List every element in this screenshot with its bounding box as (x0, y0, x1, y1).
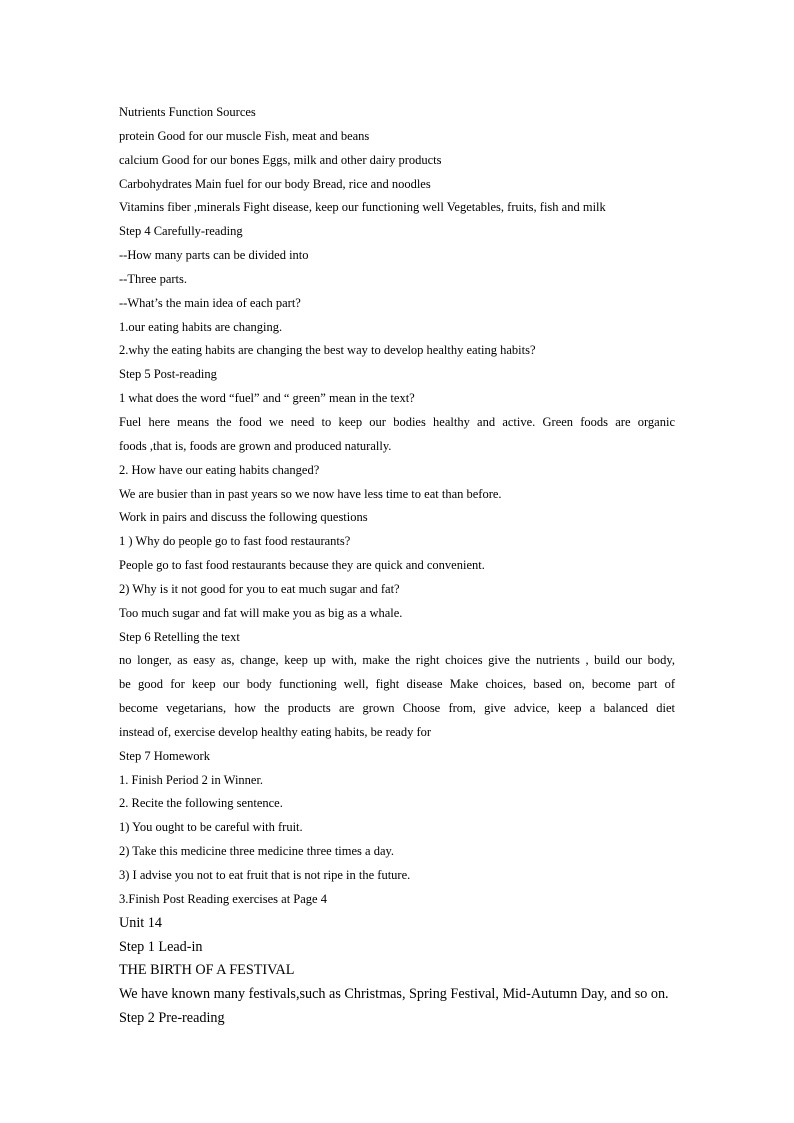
question-line: 2. How have our eating habits changed? (119, 462, 320, 477)
document-page (119, 101, 675, 1031)
list-item: 3.Finish Post Reading exercises at Page 4 (119, 891, 327, 906)
question-line: 1 what does the word “fuel” and “ green” mean in the text? (119, 391, 415, 406)
table-row-carbohydrates: Carbohydrates Main fuel for our body Bread, rice and noodles (119, 176, 431, 191)
answer-line: We are busier than in past years so we now have less time to eat than before. (119, 486, 502, 501)
question-line: --How many parts can be divided into (119, 248, 309, 263)
paragraph-line: no longer, as easy as, change, keep up with, make the right choices give the nutrients , build our body, (119, 653, 675, 668)
table-row-protein: protein Good for our muscle Fish, meat and beans (119, 128, 370, 143)
list-item: 2) Take this medicine three medicine three times a day. (119, 844, 395, 859)
table-row-calcium: calcium Good for our bones Eggs, milk and other dairy products (119, 152, 442, 167)
list-item: 1) You ought to be careful with fruit. (119, 820, 303, 835)
unit-heading: Unit 14 (119, 914, 162, 931)
list-item: 1.our eating habits are changing. (119, 319, 283, 334)
paragraph-line: Fuel here means the food we need to keep our bodies healthy and active. Green foods are organic (119, 414, 675, 429)
list-item: 1. Finish Period 2 in Winner. (119, 772, 264, 787)
answer-line: --Three parts. (119, 271, 188, 286)
instruction-line: Work in pairs and discuss the following questions (119, 510, 368, 525)
question-line: 1 ) Why do people go to fast food restaurants? (119, 534, 351, 549)
answer-line: People go to fast food restaurants because they are quick and convenient. (119, 558, 485, 573)
step-1-heading: Step 1 Lead-in (119, 938, 203, 955)
question-line: 2) Why is it not good for you to eat much sugar and fat? (119, 581, 400, 596)
step-6-heading: Step 6 Retelling the text (119, 629, 240, 644)
paragraph-line: instead of, exercise develop healthy eating habits, be ready for (119, 724, 432, 739)
table-header-line: Nutrients Function Sources (119, 105, 256, 119)
table-row-vitamins: Vitamins fiber ,minerals Fight disease, keep our functioning well Vegetables, fruits, fish and milk (119, 200, 606, 215)
list-item: 3) I advise you not to eat fruit that is not ripe in the future. (119, 868, 411, 882)
step-7-heading: Step 7 Homework (119, 748, 210, 763)
step-4-heading: Step 4 Carefully-reading (119, 224, 243, 239)
section-title: THE BIRTH OF A FESTIVAL (119, 962, 295, 979)
paragraph-line: become vegetarians, how the products are grown Choose from, give advice, keep a balanced diet (119, 701, 675, 716)
list-item: 2. Recite the following sentence. (119, 796, 283, 811)
paragraph-line: We have known many festivals,such as Christmas, Spring Festival, Mid-Autumn Day, and so on. (119, 986, 669, 1003)
step-2-heading: Step 2 Pre-reading (119, 1010, 225, 1027)
paragraph-line: be good for keep our body functioning well, fight disease Make choices, based on, become part of (119, 677, 675, 692)
paragraph-line: foods ,that is, foods are grown and produced naturally. (119, 438, 392, 453)
step-5-heading: Step 5 Post-reading (119, 367, 217, 382)
question-line: --What’s the main idea of each part? (119, 295, 301, 310)
answer-line: Too much sugar and fat will make you as big as a whale. (119, 605, 403, 620)
list-item: 2.why the eating habits are changing the best way to develop healthy eating habits? (119, 343, 536, 358)
